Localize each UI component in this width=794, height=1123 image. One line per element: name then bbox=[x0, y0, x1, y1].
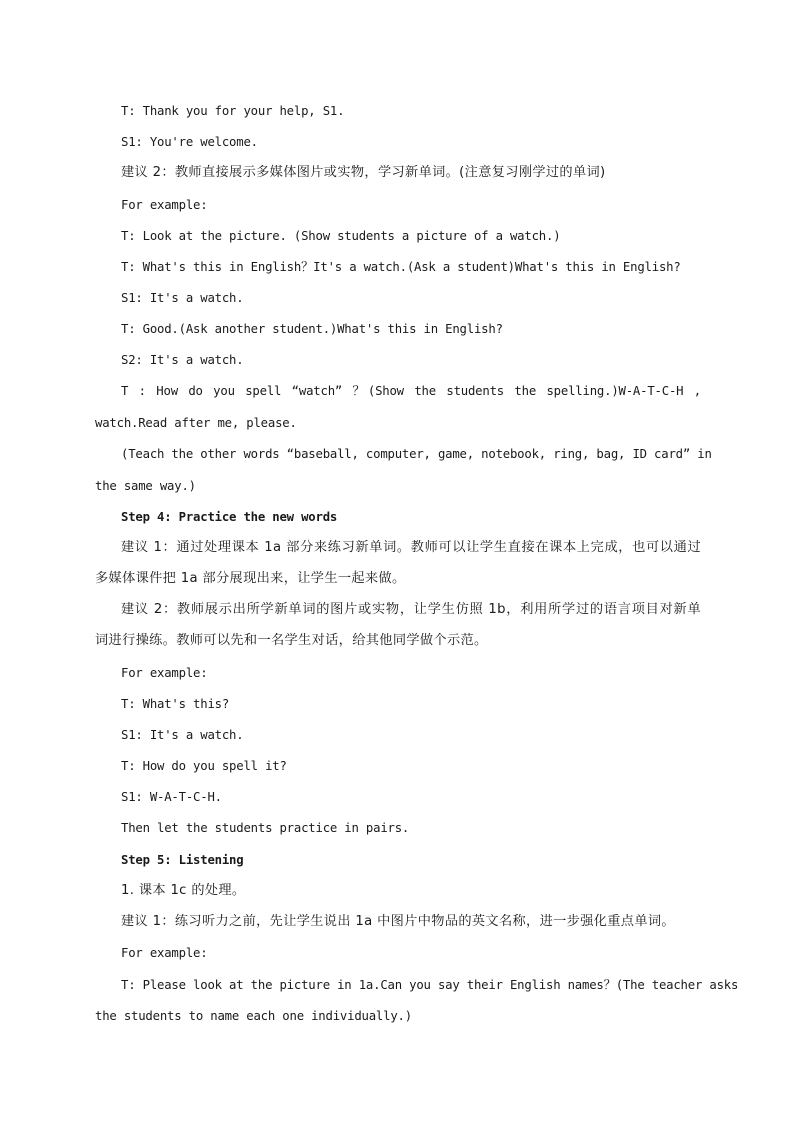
step-heading: Step 5: Listening bbox=[121, 853, 244, 867]
example-label: For example: bbox=[121, 198, 208, 212]
example-label: For example: bbox=[121, 946, 208, 960]
dialogue-line: T: Thank you for your help, S1. bbox=[121, 104, 345, 118]
dialogue-line: S1: You're welcome. bbox=[121, 135, 258, 149]
dialogue-line: S1: W-A-T-C-H. bbox=[121, 790, 222, 804]
dialogue-line: T: What's this in English？It's a watch.(Ask a student)What's this in English? bbox=[121, 260, 681, 274]
dialogue-line: T: Look at the picture. (Show students a picture of a watch.) bbox=[121, 229, 561, 243]
suggestion-paragraph: 建议 1：通过处理课本 1a 部分来练习新单词。教师可以让学生直接在课本上完成，也可以通过 bbox=[121, 540, 701, 555]
dialogue-line-continuation: watch.Read after me, please. bbox=[95, 416, 297, 430]
suggestion-paragraph: 建议 1：练习听力之前，先让学生说出 1a 中图片中物品的英文名称，进一步强化重点单词。 bbox=[121, 914, 675, 929]
example-label: For example: bbox=[121, 666, 208, 680]
instruction-line: Then let the students practice in pairs. bbox=[121, 821, 410, 835]
dialogue-line: T : How do you spell “watch” ？(Show the students the spelling.)W-A-T-C-H , bbox=[121, 384, 701, 398]
dialogue-line: S1: It's a watch. bbox=[121, 728, 244, 742]
dialogue-line: S2: It's a watch. bbox=[121, 353, 244, 367]
dialogue-line: T: What's this? bbox=[121, 697, 230, 711]
instruction-paragraph-continuation: the same way.) bbox=[95, 479, 196, 493]
suggestion-paragraph: 建议 2：教师直接展示多媒体图片或实物，学习新单词。(注意复习刚学过的单词) bbox=[121, 165, 606, 180]
dialogue-line: T: Good.(Ask another student.)What's this in English? bbox=[121, 322, 503, 336]
dialogue-line: T: Please look at the picture in 1a.Can you say their English names？(The teacher asks bbox=[121, 978, 739, 992]
suggestion-paragraph-continuation: 词进行操练。教师可以先和一名学生对话，给其他同学做个示范。 bbox=[95, 633, 488, 648]
suggestion-paragraph-continuation: 多媒体课件把 1a 部分展现出来，让学生一起来做。 bbox=[95, 571, 406, 586]
dialogue-line: T: How do you spell it? bbox=[121, 759, 287, 773]
suggestion-paragraph: 建议 2：教师展示出所学新单词的图片或实物，让学生仿照 1b，利用所学过的语言项目对新单 bbox=[121, 602, 701, 617]
instruction-paragraph: (Teach the other words “baseball, computer, game, notebook, ring, bag, ID card” in bbox=[121, 447, 712, 461]
step-heading: Step 4: Practice the new words bbox=[121, 510, 338, 524]
dialogue-line: S1: It's a watch. bbox=[121, 291, 244, 305]
numbered-item: 1. 课本 1c 的处理。 bbox=[121, 883, 246, 898]
dialogue-line-continuation: the students to name each one individually.) bbox=[95, 1009, 412, 1023]
